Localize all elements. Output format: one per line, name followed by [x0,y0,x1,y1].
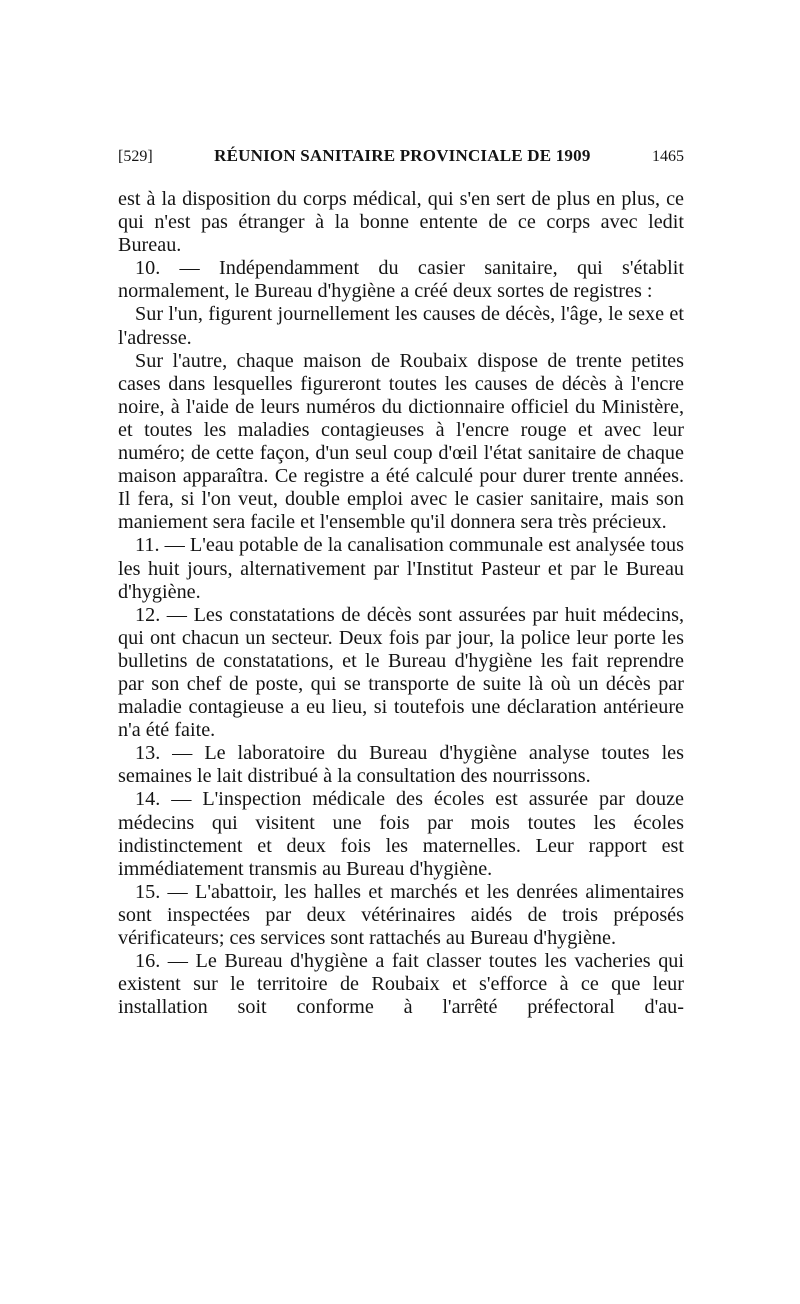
paragraph-item-12: 12. — Les constatations de décès sont assurées par huit médecins, qui ont chacun un secteur. Deux fois par jour, la police leur porte les bulletins de constatations, et le Bureau d'hygiène les fait reprendre par son chef de poste, qui se transporte de suite là où un décès par maladie contagieuse a eu lieu, si toutefois une déclaration antérieure n'a été faite. [118,603,684,742]
paragraph-register-two: Sur l'autre, chaque maison de Roubaix dispose de trente petites cases dans lesquelles figureront toutes les causes de décès à l'encre noire, à l'aide de leurs numéros du dictionnaire officiel du Ministère, et toutes les maladies contagieuses à l'encre rouge et avec leur numéro; de cette façon, d'un seul coup d'œil l'état sanitaire de chaque maison apparaîtra. Ce registre a été calculé pour durer trente années. Il fera, si l'on veut, double emploi avec le casier sanitaire, mais son maniement sera facile et l'ensemble qu'il donnera sera très précieux. [118,349,684,534]
paragraph-item-15: 15. — L'abattoir, les halles et marchés et les denrées alimentaires sont inspectées par deux vétérinaires aidés de trois préposés vérificateurs; ces services sont rattachés au Bureau d'hygiène. [118,880,684,949]
section-number: [529] [118,148,153,165]
page-number: 1465 [651,148,684,165]
paragraph-register-one: Sur l'un, figurent journellement les causes de décès, l'âge, le sexe et l'adresse. [118,303,684,349]
paragraph-continuation: est à la disposition du corps médical, qui s'en sert de plus en plus, ce qui n'est pas étranger à la bonne entente de ce corps avec ledit Bureau. [118,188,684,257]
paragraph-item-11: 11. — L'eau potable de la canalisation communale est analysée tous les huit jours, alternativement par l'Institut Pasteur et par le Bureau d'hygiène. [118,534,684,603]
paragraph-item-13: 13. — Le laboratoire du Bureau d'hygiène analyse toutes les semaines le lait distribué à la consultation des nourrissons. [118,742,684,788]
page-header [118,146,684,174]
running-title: RÉUNION SANITAIRE PROVINCIALE DE 1909 [214,146,591,165]
paragraph-item-14: 14. — L'inspection médicale des écoles est assurée par douze médecins qui visitent une fois par mois toutes les écoles indistinctement et deux fois les maternelles. Leur rapport est immédiatement transmis au Bureau d'hygiène. [118,788,684,880]
page-body [118,188,684,1019]
paragraph-item-16: 16. — Le Bureau d'hygiène a fait classer toutes les vacheries qui existent sur le territoire de Roubaix et s'efforce à ce que leur installation soit conforme à l'arrêté préfectoral d'au- [118,950,684,1019]
book-page [118,146,684,1019]
paragraph-item-10: 10. — Indépendamment du casier sanitaire, qui s'établit normalement, le Bureau d'hygiène a créé deux sortes de registres : [118,257,684,303]
